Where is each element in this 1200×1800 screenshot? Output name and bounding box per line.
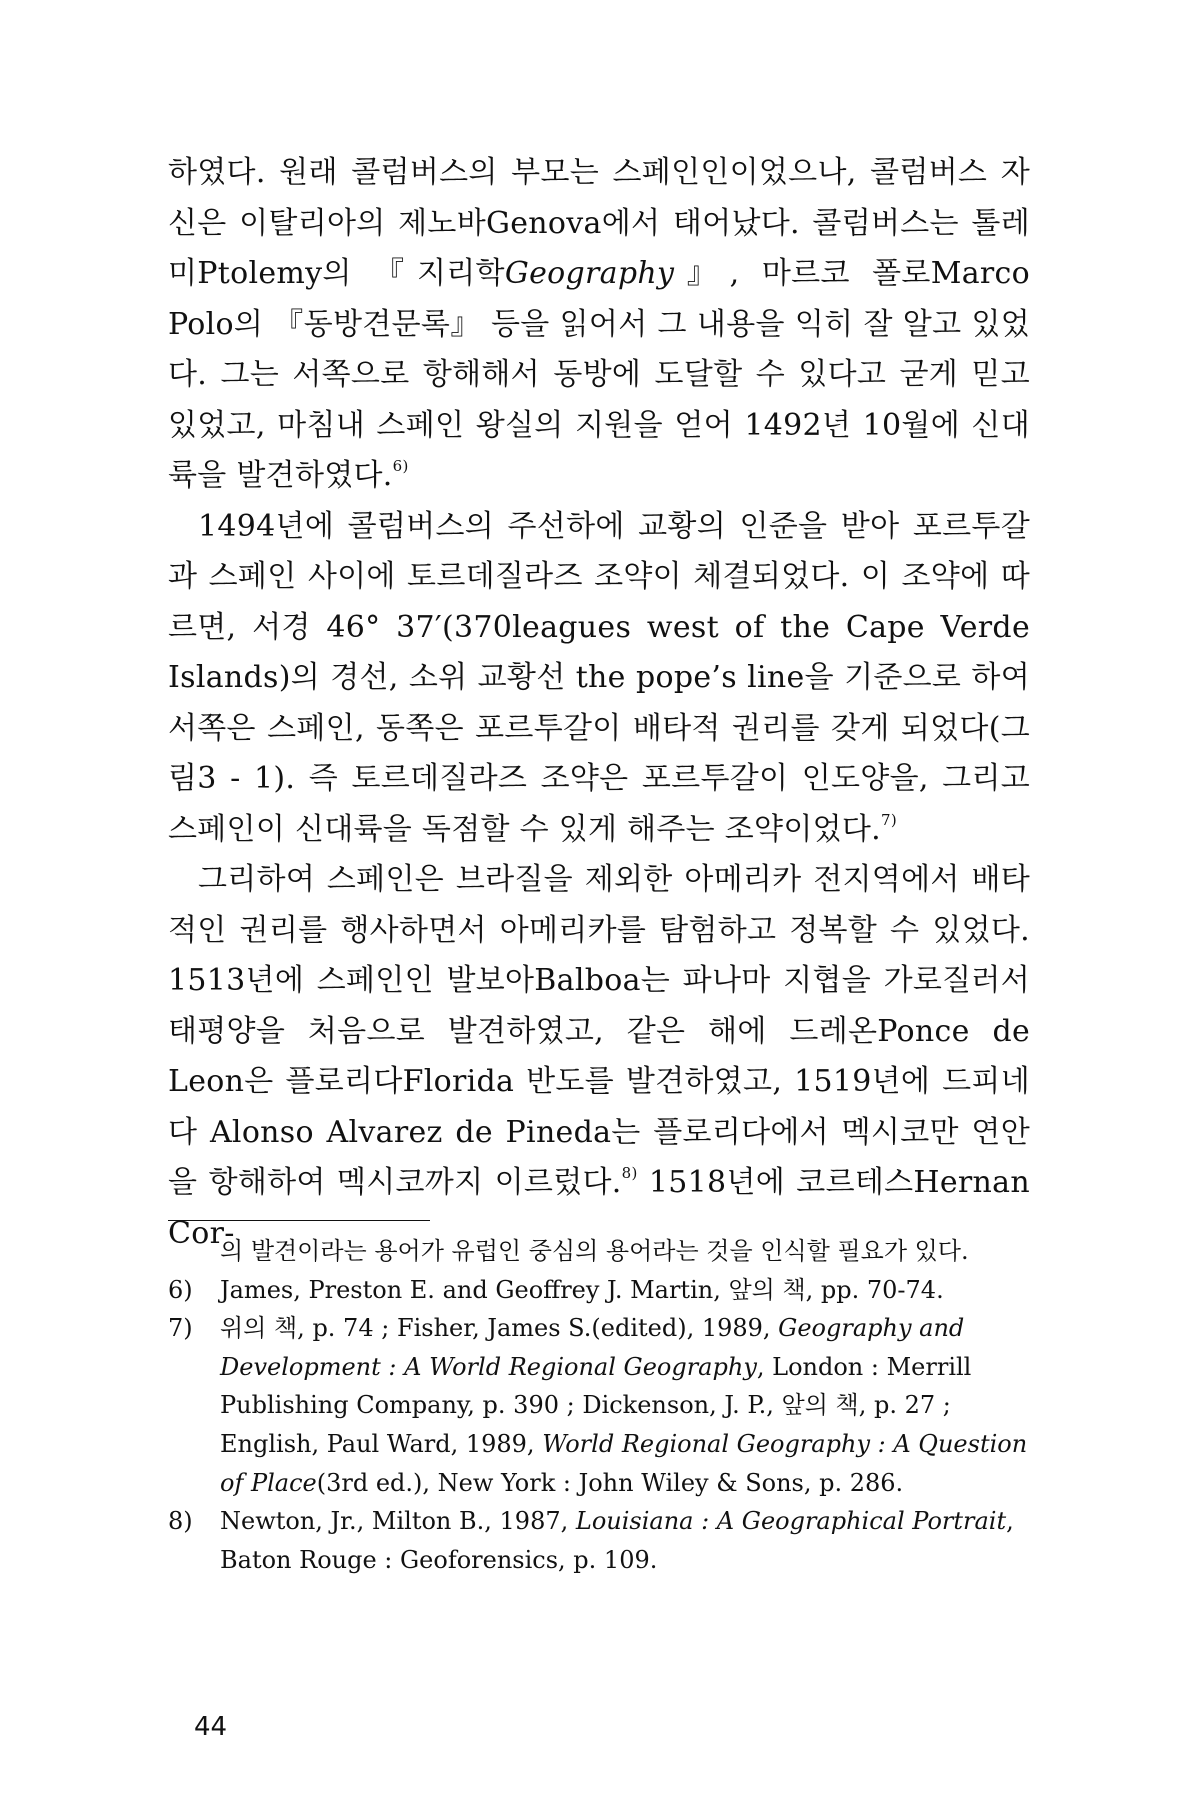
footnote-8-text-b: , Baton Rouge : Geoforensics, p. 109. (220, 1507, 1014, 1574)
footnotes (168, 1232, 1030, 1579)
footnote-7-number: 7) (168, 1314, 193, 1343)
paragraph-3 (168, 855, 1030, 1259)
footnote-7-text-c: (3rd ed.), New York : John Wiley & Sons, p. 286. (316, 1468, 904, 1497)
footnote-8-text-a: Newton, Jr., Milton B., 1987, (220, 1507, 576, 1536)
page-number: 44 (194, 1712, 228, 1742)
paragraph-2 (168, 502, 1030, 856)
footnote-divider (168, 1220, 430, 1221)
footnote-8-title: Louisiana : A Geographical Portrait (575, 1507, 1007, 1536)
footnote-7-text-b: , London : Merrill Publishing Company, p. 390 ; Dickenson, J. P., 앞의 책, p. 27 ; English, Paul Ward, 1989, (220, 1352, 972, 1458)
paragraph-3-text-b: 1518년에 코르테스Hernan Cor- (168, 1165, 1030, 1251)
footnote-ref-6[interactable]: 6) (392, 457, 409, 475)
footnote-7-text-a: 위의 책, p. 74 ; Fisher, James S.(edited), 1989, (220, 1314, 779, 1343)
footnote-6-number: 6) (168, 1275, 193, 1304)
paragraph-1-text-b: 』, 마르코 폴로Marco Polo의 『동방견문록』 등을 읽어서 그 내용을 익히 잘 알고 있었다. 그는 서쪽으로 항해해서 동방에 도달할 수 있다고 굳게 믿고 있었고, 마침내 스페인 왕실의 지원을 얻어 1492년 10월에 신대륙을 발견하였다. (168, 256, 1031, 493)
main-text (168, 148, 1030, 1259)
footnote-8-number: 8) (168, 1507, 193, 1536)
paragraph-2-text: 1494년에 콜럼버스의 주선하에 교황의 인준을 받아 포르투갈과 스페인 사이에 토르데질라즈 조약이 체결되었다. 이 조약에 따르면, 서경 46° 37′(370leagues west of the Cape Verde Islands)의 경선, 소위 교황선 the pope’s line을 기준으로 하여 서쪽은 스페인, 동쪽은 포르투갈이 배타적 권리를 갖게 되었다(그림3 - 1). 즉 토르데질라즈 조약은 포르투갈이 인도양을, 그리고 스페인이 신대륙을 독점할 수 있게 해주는 조약이었다. (168, 508, 1030, 847)
footnote-6 (168, 1271, 1030, 1310)
footnote-ref-7[interactable]: 7) (881, 810, 898, 829)
footnote-7-title-b: World Regional Geography : A Question of Place (220, 1429, 1028, 1497)
paragraph-1-italic-title: Geography (504, 256, 675, 291)
paragraph-1-text-a: 하였다. 원래 콜럼버스의 부모는 스페인인이었으나, 콜럼버스 자신은 이탈리아의 제노바Genova에서 태어났다. 콜럼버스는 톨레미Ptolemy의 『지리학 (168, 155, 1030, 291)
footnote-ref-8[interactable]: 8) (621, 1164, 638, 1182)
footnote-7 (168, 1309, 1030, 1502)
footnote-continuation: 의 발견이라는 용어가 유럽인 중심의 용어라는 것을 인식할 필요가 있다. (220, 1237, 969, 1265)
footnote-6-text: James, Preston E. and Geoffrey J. Martin, 앞의 책, pp. 70-74. (220, 1275, 944, 1304)
paragraph-3-text-a: 그리하여 스페인은 브라질을 제외한 아메리카 전지역에서 배타적인 권리를 행사하면서 아메리카를 탐험하고 정복할 수 있었다. 1513년에 스페인인 발보아Balboa는 파나마 지협을 가로질러서 태평양을 처음으로 발견하였고, 같은 해에 드레온Ponce de Leon은 플로리다Florida 반도를 발견하였고, 1519년에 드피네다 Alonso Alvarez de Pineda는 플로리다에서 멕시코만 연안을 항해하여 멕시코까지 이르렀다. (168, 862, 1030, 1200)
footnote-7-title-a: Geography and Development : A World Regional Geography (220, 1314, 965, 1381)
paragraph-1 (168, 148, 1030, 502)
footnote-8 (168, 1502, 1030, 1579)
